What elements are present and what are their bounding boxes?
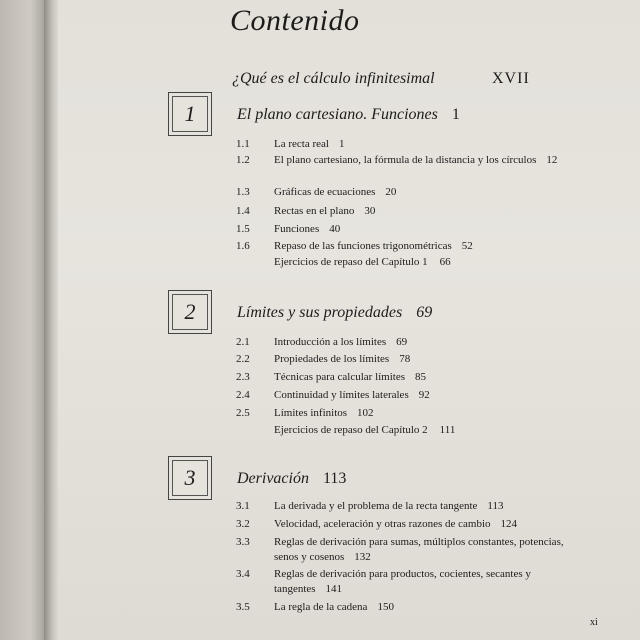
chapter-2-review <box>274 424 455 436</box>
section-number: 3.2 <box>236 518 250 530</box>
section-text: Rectas en el plano <box>274 205 355 217</box>
section-page: 85 <box>415 371 427 383</box>
section-page: 20 <box>385 186 397 198</box>
section-page: 78 <box>399 353 411 365</box>
section-number: 3.1 <box>236 500 250 512</box>
section-text: La regla de la cadena <box>274 601 368 613</box>
section-page: 40 <box>329 223 341 235</box>
section-page: 1 <box>338 138 345 150</box>
section-number: 2.3 <box>236 371 250 383</box>
chapter-1-number: 1 <box>184 101 196 126</box>
section-text: El plano cartesiano, la fórmula de la distancia y los círculos <box>274 154 537 166</box>
section-number: 2.1 <box>236 336 250 348</box>
chapter-1-review <box>274 256 451 268</box>
intro-entry <box>232 70 530 88</box>
review-page: 66 <box>439 256 451 268</box>
section-number: 3.4 <box>236 568 250 580</box>
chapter-3-number: 3 <box>184 465 196 490</box>
section-page: 52 <box>461 240 473 252</box>
chapter-3-page: 113 <box>322 470 347 487</box>
page-title: Contenido <box>230 4 360 37</box>
section-page: 12 <box>546 154 558 166</box>
intro-text: ¿Qué es el cálculo infinitesimal <box>232 70 435 87</box>
section-number: 3.3 <box>236 536 250 548</box>
section-number: 1.4 <box>236 205 250 217</box>
section-page: 113 <box>487 500 504 512</box>
chapter-3-title <box>237 470 346 488</box>
section-text: La recta real <box>274 138 329 150</box>
section-text: Reglas de derivación para sumas, múltiplos constantes, potencias, senos y cosenos <box>274 536 564 563</box>
section-page: 30 <box>364 205 376 217</box>
review-text: Ejercicios de repaso del Capítulo 1 <box>274 256 428 268</box>
book-gutter <box>44 0 58 640</box>
section-page: 141 <box>325 583 343 595</box>
review-page: 111 <box>439 424 456 436</box>
section-number: 1.1 <box>236 138 250 150</box>
section-number: 3.5 <box>236 601 250 613</box>
facing-page-edge <box>0 0 44 640</box>
chapter-2-box <box>168 290 212 334</box>
chapter-2-page: 69 <box>416 304 433 321</box>
review-text: Ejercicios de repaso del Capítulo 2 <box>274 424 428 436</box>
section-page: 150 <box>377 601 394 613</box>
chapter-1-title-text: El plano cartesiano. Funciones <box>237 106 438 123</box>
section-number: 1.3 <box>236 186 250 198</box>
section-page: 132 <box>354 551 371 563</box>
intro-page: XVII <box>492 70 530 87</box>
section-text: Continuidad y límites laterales <box>274 389 409 401</box>
section-number: 2.5 <box>236 407 250 419</box>
page-folio: xi <box>590 617 598 628</box>
chapter-2-title <box>237 304 432 322</box>
chapter-1-page: 1 <box>451 106 460 123</box>
section-text: Reglas de derivación para productos, cocientes, secantes y tangentes <box>274 568 531 595</box>
section-number: 1.2 <box>236 154 250 166</box>
chapter-1-title <box>237 106 460 124</box>
section-text: Propiedades de los límites <box>274 353 390 365</box>
section-text: Velocidad, aceleración y otras razones de cambio <box>274 518 491 530</box>
section-page: 102 <box>357 407 374 419</box>
section-number: 2.4 <box>236 389 250 401</box>
section-page: 124 <box>500 518 518 530</box>
chapter-2-title-text: Límites y sus propiedades <box>237 304 403 321</box>
chapter-2-number: 2 <box>184 299 196 324</box>
section-number: 1.6 <box>236 240 250 252</box>
section-page: 92 <box>418 389 430 401</box>
section-text: La derivada y el problema de la recta tangente <box>274 500 478 512</box>
section-text: Repaso de las funciones trigonométricas <box>274 240 452 252</box>
section-page: 69 <box>396 336 408 348</box>
section-text: Límites infinitos <box>274 407 348 419</box>
section-text: Introducción a los límites <box>274 336 387 348</box>
section-number: 2.2 <box>236 353 250 365</box>
section-number: 1.5 <box>236 223 250 235</box>
section-text: Funciones <box>274 223 320 235</box>
chapter-1-box <box>168 92 212 136</box>
chapter-3-box <box>168 456 212 500</box>
section-text: Gráficas de ecuaciones <box>274 186 376 198</box>
section-text: Técnicas para calcular límites <box>274 371 406 383</box>
chapter-3-title-text: Derivación <box>237 470 309 487</box>
